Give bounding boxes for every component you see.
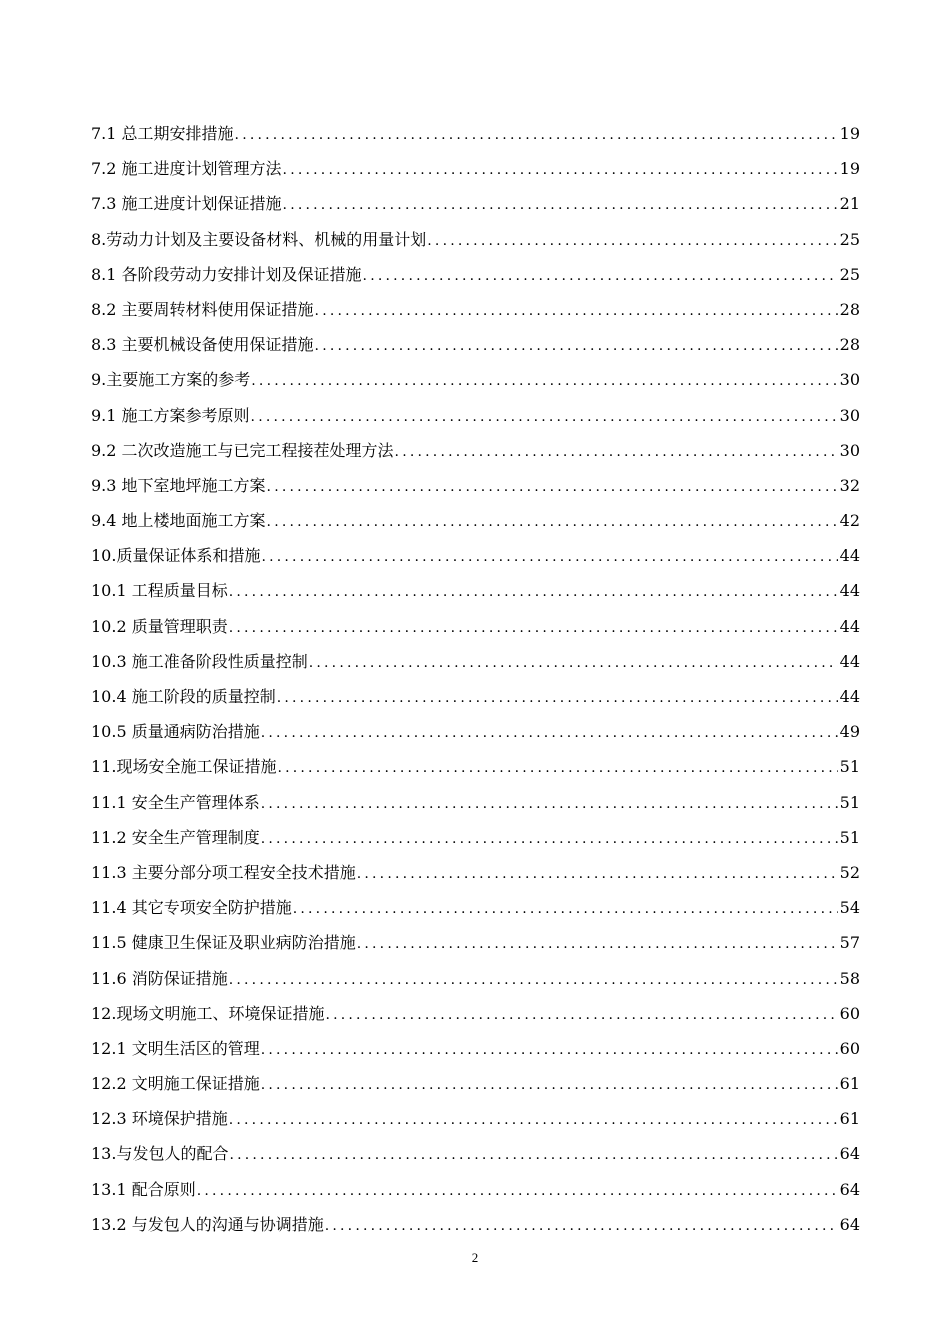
toc-entry-title: 8.3 主要机械设备使用保证措施 <box>91 335 314 355</box>
toc-dot-leader <box>315 294 838 329</box>
toc-entry-title: 8.2 主要周转材料使用保证措施 <box>91 299 314 319</box>
toc-entry-title: 11.4 其它专项安全防护措施 <box>91 898 292 918</box>
toc-entry[interactable] <box>91 327 860 362</box>
toc-entry[interactable] <box>91 151 860 186</box>
toc-dot-leader <box>235 118 838 153</box>
page-number: 2 <box>471 1250 479 1265</box>
toc-dot-leader <box>283 188 838 223</box>
toc-dot-leader <box>325 1209 838 1244</box>
toc-entry-title: 9.1 施工方案参考原则 <box>91 405 250 425</box>
toc-entry[interactable] <box>91 1031 860 1066</box>
toc-entry[interactable] <box>91 1101 860 1136</box>
toc-entry[interactable] <box>91 1066 860 1101</box>
toc-entry-page: 28 <box>839 335 860 355</box>
toc-entry[interactable] <box>91 679 860 714</box>
toc-entry-page: 57 <box>839 933 860 953</box>
toc-entry-title: 9.2 二次改造施工与已完工程接茬处理方法 <box>91 440 394 460</box>
toc-entry[interactable] <box>91 961 860 996</box>
toc-entry[interactable] <box>91 433 860 468</box>
toc-entry-title: 13.2 与发包人的沟通与协调措施 <box>91 1214 324 1234</box>
toc-entry-title: 11.6 消防保证措施 <box>91 968 228 988</box>
toc-dot-leader <box>251 400 838 435</box>
toc-entry-page: 44 <box>839 687 860 706</box>
toc-dot-leader <box>283 153 838 188</box>
toc-entry-page: 64 <box>839 1144 860 1164</box>
toc-dot-leader <box>261 540 837 575</box>
toc-dot-leader <box>251 364 837 399</box>
toc-entry-page: 51 <box>839 757 860 777</box>
toc-entry-title: 10.质量保证体系和措施 <box>91 546 261 566</box>
toc-entry-page: 44 <box>839 616 860 636</box>
toc-entry[interactable] <box>91 362 860 397</box>
toc-entry-title: 8.劳动力计划及主要设备材料、机械的用量计划 <box>91 229 427 249</box>
toc-entry-page: 32 <box>839 475 860 495</box>
toc-entry[interactable] <box>91 1172 860 1207</box>
toc-dot-leader <box>261 1033 838 1068</box>
toc-entry-title: 11.现场安全施工保证措施 <box>91 757 277 777</box>
toc-entry-page: 30 <box>839 440 860 460</box>
toc-entry-page: 19 <box>839 159 860 179</box>
toc-entry-title: 10.4 施工阶段的质量控制 <box>91 687 276 706</box>
toc-entry-title: 11.2 安全生产管理制度 <box>91 827 260 847</box>
toc-dot-leader <box>261 822 838 857</box>
toc-entry-title: 9.4 地上楼地面施工方案 <box>91 511 266 531</box>
toc-entry-title: 10.3 施工准备阶段性质量控制 <box>91 651 308 671</box>
toc-entry-page: 54 <box>839 898 860 918</box>
toc-dot-leader <box>315 329 838 364</box>
toc-entry-title: 12.2 文明施工保证措施 <box>91 1074 260 1094</box>
toc-entry-page: 28 <box>839 299 860 319</box>
toc-entry-title: 12.3 环境保护措施 <box>91 1109 228 1129</box>
toc-entry-title: 10.5 质量通病防治措施 <box>91 722 260 742</box>
toc-entry-page: 44 <box>839 581 860 601</box>
toc-entry-title: 7.3 施工进度计划保证措施 <box>91 194 282 214</box>
toc-entry[interactable] <box>91 609 860 644</box>
toc-entry[interactable] <box>91 1207 860 1242</box>
toc-entry[interactable] <box>91 785 860 820</box>
toc-entry-page: 19 <box>839 124 860 143</box>
toc-entry-page: 25 <box>839 229 860 249</box>
toc-entry[interactable] <box>91 644 860 679</box>
toc-entry-page: 58 <box>839 968 860 988</box>
toc-entry-page: 49 <box>839 722 860 742</box>
toc-entry-title: 9.3 地下室地坪施工方案 <box>91 475 266 495</box>
toc-entry[interactable] <box>91 890 860 925</box>
toc-entry[interactable] <box>91 714 860 749</box>
toc-entry[interactable] <box>91 538 860 573</box>
toc-entry-page: 60 <box>839 1003 860 1023</box>
toc-entry-page: 30 <box>839 405 860 425</box>
toc-dot-leader <box>277 751 837 786</box>
toc-dot-leader <box>229 963 838 998</box>
toc-entry-title: 11.5 健康卫生保证及职业病防治措施 <box>91 933 356 953</box>
toc-entry-title: 11.1 安全生产管理体系 <box>91 792 260 812</box>
toc-dot-leader <box>229 1103 838 1138</box>
toc-dot-leader <box>267 470 838 505</box>
toc-entry-page: 60 <box>839 1038 860 1058</box>
toc-entry-page: 61 <box>839 1074 860 1094</box>
toc-entry[interactable] <box>91 855 860 890</box>
toc-dot-leader <box>293 892 838 927</box>
toc-entry-page: 21 <box>839 194 860 214</box>
toc-entry[interactable] <box>91 398 860 433</box>
toc-entry[interactable] <box>91 925 860 960</box>
toc-dot-leader <box>267 505 838 540</box>
toc-entry-page: 25 <box>839 264 860 284</box>
toc-entry[interactable] <box>91 749 860 784</box>
toc-dot-leader <box>261 787 838 822</box>
toc-entry[interactable] <box>91 820 860 855</box>
toc-dot-leader <box>261 1068 838 1103</box>
toc-entry[interactable] <box>91 996 860 1031</box>
toc-entry[interactable] <box>91 468 860 503</box>
toc-entry-title: 12.现场文明施工、环境保证措施 <box>91 1003 325 1023</box>
toc-dot-leader <box>357 857 838 892</box>
toc-entry-title: 8.1 各阶段劳动力安排计划及保证措施 <box>91 264 362 284</box>
toc-entry-page: 44 <box>839 651 860 671</box>
toc-dot-leader <box>325 998 837 1033</box>
toc-entry-page: 51 <box>839 827 860 847</box>
toc-entry[interactable] <box>91 222 860 257</box>
toc-entry-page: 52 <box>839 862 860 882</box>
toc-dot-leader <box>277 681 838 716</box>
toc-entry-title: 12.1 文明生活区的管理 <box>91 1038 260 1058</box>
toc-entry-title: 7.2 施工进度计划管理方法 <box>91 159 282 179</box>
toc-entry[interactable] <box>91 116 860 151</box>
toc-dot-leader <box>309 646 838 681</box>
toc-entry-title: 13.与发包人的配合 <box>91 1144 229 1164</box>
toc-dot-leader <box>395 435 838 470</box>
toc-entry-title: 10.2 质量管理职责 <box>91 616 228 636</box>
toc-entry[interactable] <box>91 257 860 292</box>
toc-dot-leader <box>357 927 838 962</box>
toc-dot-leader <box>261 716 838 751</box>
toc-dot-leader <box>229 611 838 646</box>
table-of-contents <box>91 116 860 1242</box>
toc-entry[interactable] <box>91 503 860 538</box>
toc-entry[interactable] <box>91 1136 860 1171</box>
toc-entry-page: 30 <box>839 370 860 390</box>
toc-dot-leader <box>427 224 837 259</box>
toc-dot-leader <box>197 1174 838 1209</box>
toc-entry-title: 7.1 总工期安排措施 <box>91 124 234 143</box>
toc-entry-title: 10.1 工程质量目标 <box>91 581 228 601</box>
toc-dot-leader <box>229 1138 837 1173</box>
toc-entry-page: 51 <box>839 792 860 812</box>
toc-entry[interactable] <box>91 292 860 327</box>
toc-entry[interactable] <box>91 573 860 608</box>
toc-entry-title: 11.3 主要分部分项工程安全技术措施 <box>91 862 356 882</box>
toc-entry-page: 42 <box>839 511 860 531</box>
toc-entry[interactable] <box>91 186 860 221</box>
toc-entry-page: 64 <box>839 1214 860 1234</box>
toc-entry-title: 9.主要施工方案的参考 <box>91 370 251 390</box>
toc-entry-title: 13.1 配合原则 <box>91 1179 196 1199</box>
toc-dot-leader <box>363 259 838 294</box>
toc-dot-leader <box>229 575 838 610</box>
toc-entry-page: 44 <box>839 546 860 566</box>
toc-entry-page: 61 <box>839 1109 860 1129</box>
toc-entry-page: 64 <box>839 1179 860 1199</box>
